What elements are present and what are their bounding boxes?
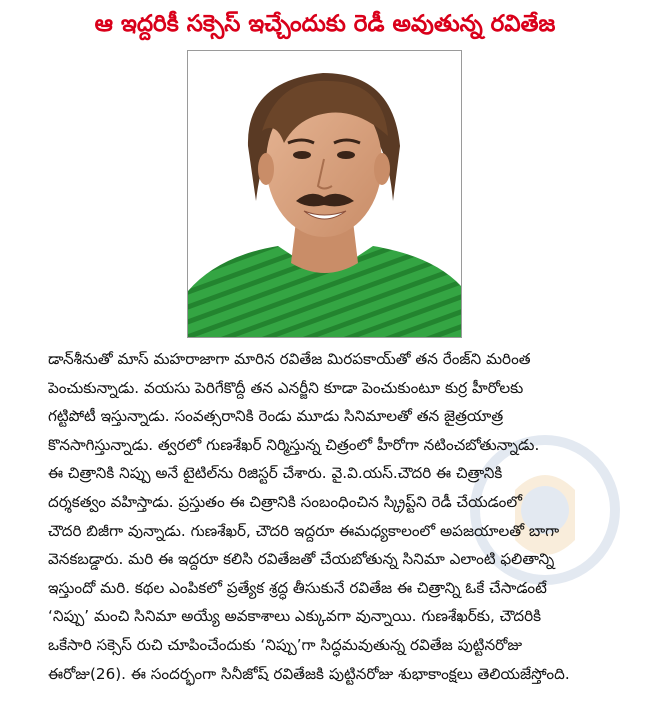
headline: ఆ ఇద్దరికీ సక్సెస్ ఇచ్చేందుకు రెడీ అవుతున్న రవితేజ	[94, 11, 556, 37]
article-line: ఇస్తుందో మరి. కథల ఎంపికలో ప్రత్యేక శ్రద్ధ తీసుకునే రవితేజ ఈ చిత్రాన్ని ఓకే చేసాడంటే	[48, 578, 547, 597]
article-line: ఈరోజు(26). ఈ సందర్భంగా సినీజోష్ రవితేజకి పుట్టినరోజు శుభాకాంక్షలు తెలియజేస్తోంది.	[48, 664, 570, 683]
article-line: గట్టిపోటీ ఇస్తున్నాడు. సంవత్సరానికి రెండు మూడు సినిమాలతో తన జైత్రయాత్ర	[48, 407, 504, 426]
article-line: ‘నిప్పు’ మంచి సినిమా అయ్యే అవకాశాలు ఎక్కువగా వున్నాయి. గుణశేఖర్‌కు, చౌదరికి	[48, 607, 542, 626]
portrait-photo-icon	[188, 51, 461, 337]
article-body	[48, 345, 638, 688]
article-line: చౌదరి బిజీగా వున్నాడు. గుణశేఖర్, చౌదరి ఇద్దరూ ఈమధ్యకాలంలో అపజయాలతో బాగా	[48, 521, 560, 540]
article-line: ఈ చిత్రానికి నిప్పు అనే టైటిల్‌ను రిజిస్టర్ చేశారు. వై.వి.యస్.చౌదరి ఈ చిత్రానికి	[48, 464, 503, 483]
article-line: కొనసాగిస్తున్నాడు. త్వరలో గుణశేఖర్ నిర్మిస్తున్న చిత్రంలో హీరోగా నటించబోతున్నాడు.	[48, 435, 540, 454]
article-line: పెంచుకున్నాడు. వయసు పెరిగేకొద్దీ తన ఎనర్జీని కూడా పెంచుకుంటూ కుర్ర హీరోలకు	[48, 378, 524, 397]
article-line: దర్శకత్వం వహిస్తాడు. ప్రస్తుతం ఈ చిత్రానికి సంబంధించిన స్క్రిప్ట్‌ని రెడీ చేయడంలో	[48, 492, 522, 511]
article-line: వెనకబడ్డారు. మరి ఈ ఇద్దరూ కలిసి రవితేజతో చేయబోతున్న సినిమా ఎలాంటి ఫలితాన్ని	[48, 550, 555, 569]
article-line: ఒకేసారి సక్సెస్ రుచి చూపించేందుకు ‘నిప్పు’గా సిద్ధమవుతున్న రవితేజ పుట్టినరోజు	[48, 635, 523, 654]
portrait-photo	[187, 50, 462, 338]
article-line: డాన్‌శీనుతో మాస్ మహరాజాగా మారిన రవితేజ మిరపకాయ్‌తో తన రేంజ్‌ని మరింత	[48, 350, 531, 368]
